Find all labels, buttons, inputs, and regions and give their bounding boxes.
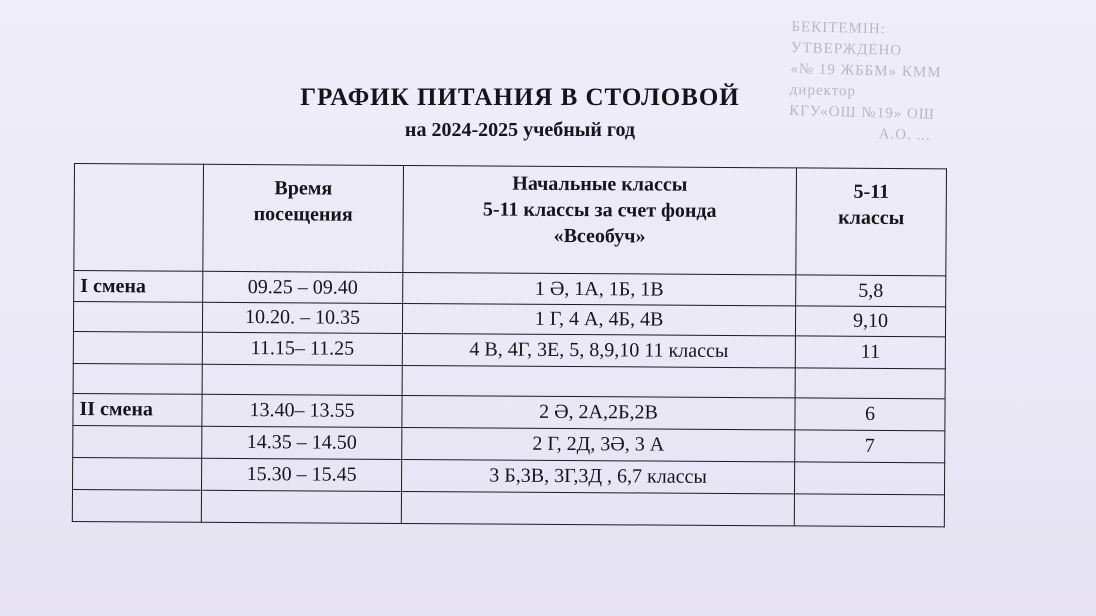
primary-classes-cell: 1 Ә, 1А, 1Б, 1В xyxy=(403,273,796,306)
header-primary-line: «Всеобуч» xyxy=(553,224,646,248)
table-row xyxy=(73,425,945,462)
shift-cell xyxy=(73,363,202,394)
upper-classes-cell: 11 xyxy=(795,336,945,369)
show-through-text xyxy=(470,528,710,550)
table-row xyxy=(73,393,945,430)
primary-classes-cell: 1 Г, 4 А, 4Б, 4В xyxy=(402,304,795,336)
time-cell: 09.25 – 09.40 xyxy=(203,271,403,303)
time-cell: 11.15– 11.25 xyxy=(202,332,402,365)
table-row xyxy=(73,331,945,368)
stamp-line: директор xyxy=(789,81,857,100)
header-primary-line: Начальные классы xyxy=(512,172,688,196)
stamp-line: УТВЕРЖДЕНО xyxy=(790,40,903,59)
time-cell: 13.40– 13.55 xyxy=(202,394,402,427)
time-cell: 15.30 – 15.45 xyxy=(202,458,402,491)
primary-classes-cell: 2 Ә, 2А,2Б,2В xyxy=(402,396,795,430)
shift-cell xyxy=(72,489,201,522)
upper-classes-cell xyxy=(794,494,944,527)
upper-classes-cell xyxy=(794,462,944,495)
time-cell: 10.20. – 10.35 xyxy=(202,302,402,333)
schedule-table xyxy=(72,163,947,527)
header-upper xyxy=(796,168,947,276)
stamp-line: БЕКІТЕМІН: xyxy=(791,19,887,38)
upper-classes-cell: 6 xyxy=(795,398,945,431)
document-title: ГРАФИК ПИТАНИЯ В СТОЛОВОЙ xyxy=(300,84,740,111)
upper-classes-cell: 9,10 xyxy=(795,306,945,337)
primary-classes-cell: 3 Б,3В, 3Г,3Д , 6,7 классы xyxy=(401,460,794,494)
header-primary xyxy=(403,166,797,275)
time-cell xyxy=(201,490,401,523)
time-cell xyxy=(202,364,402,395)
primary-classes-cell xyxy=(402,366,795,398)
shift-cell xyxy=(73,425,202,458)
header-primary-line: 5-11 классы за счет фонда xyxy=(482,198,717,222)
shift-cell xyxy=(73,331,202,364)
header-upper-line: классы xyxy=(838,206,905,230)
primary-classes-cell: 2 Г, 2Д, 3Ә, 3 А xyxy=(402,428,795,462)
shift-cell xyxy=(73,302,202,333)
primary-classes-cell: 4 В, 4Г, 3Е, 5, 8,9,10 11 классы xyxy=(402,334,795,368)
header-time-line: Время xyxy=(274,177,333,200)
header-shift xyxy=(74,164,204,272)
shift-cell: II смена xyxy=(73,393,202,426)
schedule-table-wrapper xyxy=(72,163,947,527)
upper-classes-cell: 7 xyxy=(795,430,945,463)
time-cell: 14.35 – 14.50 xyxy=(202,426,402,459)
primary-classes-cell xyxy=(401,492,794,526)
shift-cell: I смена xyxy=(74,271,203,303)
table-header-row xyxy=(74,164,947,276)
upper-classes-cell: 5,8 xyxy=(796,275,946,307)
table-row xyxy=(73,457,945,494)
upper-classes-cell xyxy=(795,368,945,399)
shift-cell xyxy=(73,457,202,490)
stamp-line: КГУ«ОШ №19» ОШ xyxy=(789,102,936,123)
faint-line xyxy=(470,528,710,550)
stamp-line: «№ 19 ЖББМ» КММ xyxy=(790,60,942,81)
document-subtitle: на 2024-2025 учебный год xyxy=(404,119,636,141)
header-upper-line: 5-11 xyxy=(853,180,890,203)
table-row xyxy=(72,489,944,526)
header-time-line: посещения xyxy=(253,203,353,226)
stamp-line: А.О. ... xyxy=(878,126,932,144)
header-time xyxy=(203,164,404,272)
